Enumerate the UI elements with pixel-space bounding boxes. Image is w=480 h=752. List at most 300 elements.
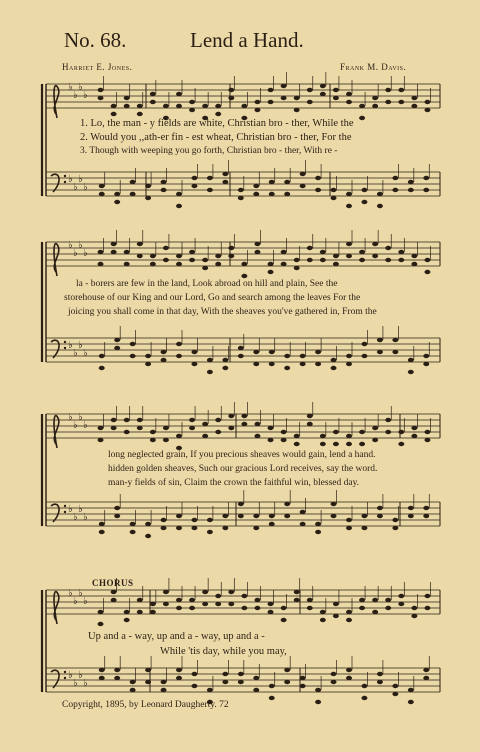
system-3-treble-note <box>202 434 208 438</box>
system-3-flat: ♭ <box>78 504 83 515</box>
system-2-bass-note <box>176 342 182 346</box>
system-4-treble-note <box>150 602 156 606</box>
system-4-bass-note <box>315 688 321 692</box>
system-2-treble-note <box>320 258 326 262</box>
system-2-bass-note <box>423 354 429 358</box>
system-3-treble-note <box>150 430 156 434</box>
system-3-treble-note <box>163 438 169 442</box>
system-2-treble-note <box>228 246 234 250</box>
system-4-treble-note <box>333 614 339 618</box>
system-2-treble-note <box>411 262 417 266</box>
system-4-treble-note <box>424 594 430 598</box>
system-1-bass-note <box>346 192 352 196</box>
system-4-treble-note <box>215 602 221 606</box>
system-2-treble-note <box>372 254 378 258</box>
system-2-treble-note <box>176 254 182 258</box>
system-3-treble-note <box>333 430 339 434</box>
system-3-treble-note <box>189 426 195 430</box>
system-1-bass-note <box>377 192 383 196</box>
system-3-bass-note <box>284 514 290 518</box>
system-1-bass-note <box>346 204 352 208</box>
system-1-bass-note <box>161 180 167 184</box>
system-2-bass-clef <box>51 340 59 358</box>
system-2-flat: ♭ <box>78 340 83 351</box>
system-4-bass-note <box>253 688 259 692</box>
system-2-bass-note <box>331 366 337 370</box>
system-4-flat: ♭ <box>68 588 73 599</box>
system-3-bass-note <box>161 526 167 530</box>
system-3-bass-note <box>222 514 228 518</box>
system-4-bass-dot <box>64 677 66 679</box>
system-1-bass-note <box>315 176 321 180</box>
system-2-flat: ♭ <box>68 340 73 351</box>
system-1-treble-note <box>320 92 326 96</box>
system-1-treble-note <box>424 108 430 112</box>
system-3-bass-note <box>176 526 182 530</box>
system-2-treble-note <box>150 262 156 266</box>
system-4-treble-note <box>228 590 234 594</box>
system-3-bass-clef <box>51 504 59 522</box>
system-1-bass-note <box>392 176 398 180</box>
system-1-flat: ♭ <box>78 82 83 93</box>
system-4-bass-note <box>161 688 167 692</box>
system-2-treble-note <box>215 254 221 258</box>
system-3-bass-note <box>114 514 120 518</box>
system-3-treble-note <box>124 430 130 434</box>
system-1-treble-note <box>137 112 143 116</box>
system-3-treble-note <box>176 434 182 438</box>
system-4-bass-note <box>361 684 367 688</box>
system-4-bass-note <box>300 684 306 688</box>
system-2-treble-note <box>424 270 430 274</box>
system-1-treble-note <box>398 88 404 92</box>
system-1-treble-note <box>424 100 430 104</box>
system-1-bass-note <box>361 188 367 192</box>
system-3-flat: ♭ <box>78 412 83 423</box>
verse-3-line-b: joicing you shall come in that day, With the sheaves you've gathered in, From the <box>68 307 377 317</box>
system-2-bass-note <box>346 362 352 366</box>
system-1-treble-note <box>150 100 156 104</box>
system-3-bass-note <box>377 506 383 510</box>
system-3-bass-note <box>315 522 321 526</box>
system-4-treble-note <box>176 606 182 610</box>
system-2-treble-note <box>333 254 339 258</box>
system-2-treble-note <box>241 262 247 266</box>
system-1-treble-note <box>228 96 234 100</box>
system-1-treble-note <box>307 88 313 92</box>
system-3-bass-dot <box>64 511 66 513</box>
system-4-treble-note <box>124 618 130 622</box>
system-2-treble-note <box>307 246 313 250</box>
system-1-bass-note <box>238 188 244 192</box>
system-2-bass-note <box>161 358 167 362</box>
system-1-bass-note <box>238 196 244 200</box>
system-2-bass-note <box>145 362 151 366</box>
system-4-treble-note <box>202 602 208 606</box>
verse-1-line-a: 1. Lo, the man - y fields are white, Christian bro - ther, While the <box>80 118 354 129</box>
system-2-treble-note <box>307 258 313 262</box>
system-3-bass-note <box>284 502 290 506</box>
system-4-bass-note <box>269 696 275 700</box>
system-1-bass-note <box>207 176 213 180</box>
system-2-bass-note <box>191 350 197 354</box>
system-4-treble-note <box>268 610 274 614</box>
system-4-treble-note <box>215 594 221 598</box>
system-3-bass-note <box>300 510 306 514</box>
system-3-treble-note <box>346 434 352 438</box>
system-2-treble-note <box>215 262 221 266</box>
system-2-treble-note <box>150 254 156 258</box>
system-1-treble-note <box>281 96 287 100</box>
system-3-treble-note <box>241 414 247 418</box>
system-1-flat: ♭ <box>73 182 78 193</box>
system-1-bass-note <box>269 192 275 196</box>
system-4-bass-note <box>331 680 337 684</box>
chorus-bass-lyrics: While 'tis day, while you may, <box>160 646 287 657</box>
system-3-bass-note <box>253 514 259 518</box>
system-2-treble-note <box>385 258 391 262</box>
system-3-bass-note <box>253 526 259 530</box>
system-1-treble-note <box>111 104 117 108</box>
system-4-bass-note <box>253 676 259 680</box>
system-1-treble-note <box>150 92 156 96</box>
system-2-bass-note <box>300 362 306 366</box>
system-2-treble-note <box>294 266 300 270</box>
system-3-treble-note <box>294 434 300 438</box>
system-3-treble-note <box>359 430 365 434</box>
system-2-treble-note <box>98 262 104 266</box>
system-1-treble-note <box>346 100 352 104</box>
system-1-treble-note <box>98 88 104 92</box>
system-4-treble-note <box>281 606 287 610</box>
verse-1-line-b: la - borers are few in the land, Look abroad on hill and plain, See the <box>76 279 338 289</box>
system-1-bass-note <box>315 188 321 192</box>
system-2-treble-note <box>111 250 117 254</box>
system-1-treble-note <box>215 104 221 108</box>
system-3-treble-note <box>124 418 130 422</box>
system-1-bass-note <box>253 192 259 196</box>
system-2-treble-note <box>281 262 287 266</box>
system-3-bass-note <box>99 522 105 526</box>
system-1-bass-note <box>145 196 151 200</box>
system-4-bass-note <box>269 684 275 688</box>
system-3-bass-note <box>331 514 337 518</box>
system-4-bass-note <box>346 676 352 680</box>
system-2-bass-note <box>238 346 244 350</box>
system-3-treble-note <box>359 442 365 446</box>
system-2-treble-note <box>124 250 130 254</box>
system-3-treble-note <box>98 438 104 442</box>
system-2-bass-note <box>114 346 120 350</box>
system-1-treble-note <box>111 112 117 116</box>
system-1-bass-note <box>331 188 337 192</box>
system-3-treble-note <box>281 430 287 434</box>
system-3-bass-note <box>161 518 167 522</box>
system-3-bass-note <box>130 530 136 534</box>
system-1-treble-note <box>202 104 208 108</box>
system-4-bass-note <box>315 700 321 704</box>
system-1-bass-dot <box>64 175 66 177</box>
verse-1-line-c: long neglected grain, If you precious sheaves would gain, lend a hand. <box>108 450 376 460</box>
system-2-flat: ♭ <box>73 348 78 359</box>
system-2-bass-note <box>408 370 414 374</box>
system-1-bass-note <box>300 184 306 188</box>
system-4-treble-note <box>254 606 260 610</box>
system-3-bass-note <box>238 514 244 518</box>
system-2-bass-note <box>99 354 105 358</box>
verse-3-line-a: 3. Though with weeping you go forth, Christian bro - ther, With re - <box>80 146 338 156</box>
system-4-bass-note <box>284 680 290 684</box>
system-1-flat: ♭ <box>78 174 83 185</box>
system-3-treble-note <box>307 414 313 418</box>
system-1-bass-note <box>222 180 228 184</box>
system-1-treble-note <box>333 96 339 100</box>
system-4-bass-note <box>99 676 105 680</box>
system-2-treble-note <box>124 262 130 266</box>
system-1-treble-note <box>124 96 130 100</box>
system-4-treble-note <box>111 598 117 602</box>
system-2-bass-note <box>207 358 213 362</box>
system-3-treble-note <box>137 426 143 430</box>
system-2-bass-note <box>191 362 197 366</box>
system-1-bass-clef <box>51 174 59 192</box>
system-1-bass-note <box>423 176 429 180</box>
system-3-bass-note <box>130 522 136 526</box>
system-2-bass-note <box>315 362 321 366</box>
system-4-bass-note <box>346 668 352 672</box>
verse-2-line-a: 2. Would you ,,ath-er fin - est wheat, Christian bro - ther, For the <box>80 132 352 143</box>
system-2-treble-note <box>176 262 182 266</box>
system-1-treble-note <box>294 108 300 112</box>
system-4-bass-dot <box>64 671 66 673</box>
system-2-treble-note <box>320 250 326 254</box>
system-1-bass-note <box>253 184 259 188</box>
system-3-bass-note <box>423 514 429 518</box>
system-2-bass-note <box>130 354 136 358</box>
system-2-treble-note <box>254 242 260 246</box>
system-4-bass-note <box>176 676 182 680</box>
system-3-treble-note <box>189 418 195 422</box>
system-4-bass-note <box>238 680 244 684</box>
system-1-treble-note <box>254 100 260 104</box>
system-3-flat: ♭ <box>83 512 88 523</box>
system-1-bass-note <box>284 192 290 196</box>
system-1-bass-note <box>269 180 275 184</box>
system-2-bass-note <box>392 350 398 354</box>
system-4-bass-note <box>114 676 120 680</box>
system-2-treble-note <box>346 254 352 258</box>
system-2-treble-note <box>202 258 208 262</box>
system-2-treble-note <box>398 250 404 254</box>
system-4-bass-note <box>331 672 337 676</box>
system-4-bass-note <box>176 668 182 672</box>
system-4-bass-note <box>238 672 244 676</box>
system-2-treble-note <box>163 258 169 262</box>
system-4-treble-note <box>268 602 274 606</box>
system-1-flat: ♭ <box>68 82 73 93</box>
system-1-bass-note <box>408 180 414 184</box>
system-1-treble-note <box>359 104 365 108</box>
system-2-treble-note <box>411 254 417 258</box>
system-4-treble-note <box>346 610 352 614</box>
system-4-treble-note <box>294 598 300 602</box>
system-2-treble-note <box>359 250 365 254</box>
system-2-treble-note <box>333 262 339 266</box>
system-3-treble-note <box>294 442 300 446</box>
system-4-treble-note <box>98 622 104 626</box>
system-2-bass-note <box>300 354 306 358</box>
system-1-bass-note <box>361 200 367 204</box>
system-3-bass-note <box>269 514 275 518</box>
system-2-treble-note <box>228 254 234 258</box>
system-4-treble-note <box>241 594 247 598</box>
system-3-treble-note <box>268 438 274 442</box>
system-4-treble-note <box>424 606 430 610</box>
system-1-bass-note <box>114 200 120 204</box>
system-2-treble-note <box>241 274 247 278</box>
system-3-treble-note <box>98 426 104 430</box>
system-4-treble-note <box>333 602 339 606</box>
system-3-treble-note <box>281 438 287 442</box>
system-2-treble-note <box>385 246 391 250</box>
system-4-treble-note <box>346 618 352 622</box>
system-2-flat: ♭ <box>73 248 78 259</box>
system-4-bass-note <box>361 696 367 700</box>
system-4-bass-note <box>284 668 290 672</box>
system-2-treble-note <box>268 262 274 266</box>
system-3-treble-note <box>398 442 404 446</box>
system-4-treble-note <box>359 606 365 610</box>
system-1-flat: ♭ <box>68 174 73 185</box>
system-1-treble-note <box>228 88 234 92</box>
system-3-bass-note <box>222 526 228 530</box>
system-4-treble-note <box>189 606 195 610</box>
system-1-bass-note <box>331 196 337 200</box>
system-4-treble-note <box>294 590 300 594</box>
system-2-bass-note <box>361 342 367 346</box>
system-3-treble-note <box>111 418 117 422</box>
system-3-bass-dot <box>64 505 66 507</box>
system-4-treble-note <box>398 594 404 598</box>
system-4-treble-note <box>137 610 143 614</box>
system-2-bass-note <box>222 358 228 362</box>
system-3-flat: ♭ <box>73 420 78 431</box>
system-4-bass-note <box>300 676 306 680</box>
system-2-treble-note <box>202 266 208 270</box>
system-4-treble-note <box>189 598 195 602</box>
system-1-treble-note <box>98 96 104 100</box>
system-1-bass-note <box>191 184 197 188</box>
system-1-treble-note <box>124 104 130 108</box>
system-1-treble-note <box>359 116 365 120</box>
system-2-bass-note <box>99 366 105 370</box>
system-2-bass-note <box>145 354 151 358</box>
system-1-treble-note <box>333 88 339 92</box>
hymn-title: Lend a Hand. <box>190 28 304 52</box>
system-4-bass-note <box>377 680 383 684</box>
system-3-treble-note <box>268 426 274 430</box>
system-2-bass-note <box>315 350 321 354</box>
system-3-bass-note <box>361 514 367 518</box>
system-3-bass-note <box>408 514 414 518</box>
system-1-treble-note <box>189 108 195 112</box>
system-3-bass-note <box>145 534 151 538</box>
system-2-bass-note <box>176 354 182 358</box>
system-1-flat: ♭ <box>83 90 88 101</box>
system-3-treble-note <box>307 422 313 426</box>
system-3-treble-note <box>320 434 326 438</box>
system-1-treble-note <box>346 92 352 96</box>
system-3-flat: ♭ <box>68 412 73 423</box>
system-3-bass-note <box>114 506 120 510</box>
system-4-bass-note <box>377 672 383 676</box>
system-1-treble-note <box>385 100 391 104</box>
system-3-treble-note <box>398 430 404 434</box>
system-2-flat: ♭ <box>83 248 88 259</box>
system-1-bass-note <box>99 184 105 188</box>
system-3-bass-note <box>238 502 244 506</box>
system-1-treble-note <box>215 112 221 116</box>
system-1-bass-note <box>207 188 213 192</box>
system-4-bass-note <box>392 684 398 688</box>
system-3-bass-note <box>423 506 429 510</box>
system-2-bass-note <box>423 362 429 366</box>
system-3-flat: ♭ <box>73 512 78 523</box>
composer-credit: Frank M. Davis. <box>340 62 407 72</box>
system-2-flat: ♭ <box>68 240 73 251</box>
system-2-bass-note <box>253 350 259 354</box>
system-4-treble-note <box>176 598 182 602</box>
system-2-treble-note <box>137 254 143 258</box>
system-3-treble-note <box>411 426 417 430</box>
system-2-treble-note <box>111 242 117 246</box>
system-3-treble-note <box>385 430 391 434</box>
system-4-treble-note <box>385 606 391 610</box>
system-4-bass-note <box>145 668 151 672</box>
system-2-bass-note <box>253 362 259 366</box>
system-2-treble-note <box>137 242 143 246</box>
system-2-bass-note <box>361 354 367 358</box>
system-4-bass-note <box>207 688 213 692</box>
system-4-treble-note <box>124 610 130 614</box>
system-2-bass-note <box>346 354 352 358</box>
system-4-treble-note <box>398 602 404 606</box>
system-1-bass-note <box>392 188 398 192</box>
system-2-bass-note <box>161 350 167 354</box>
system-3-treble-note <box>215 418 221 422</box>
system-3-treble-note <box>228 414 234 418</box>
system-3-bass-note <box>392 518 398 522</box>
system-3-treble-note <box>150 438 156 442</box>
system-3-flat: ♭ <box>83 420 88 431</box>
system-4-flat: ♭ <box>78 670 83 681</box>
verse-2-line-b: storehouse of our King and our Lord, Go and search among the leaves For the <box>64 293 361 303</box>
system-3-treble-note <box>254 422 260 426</box>
system-3-bass-note <box>145 522 151 526</box>
system-3-treble-note <box>372 426 378 430</box>
copyright-notice: Copyright, 1895, by Leonard Daugherty. 72 <box>62 700 229 710</box>
hymn-number: No. 68. <box>64 28 127 52</box>
system-4-treble-note <box>320 610 326 614</box>
system-4-treble-note <box>307 606 313 610</box>
system-4-bass-note <box>114 668 120 672</box>
system-1-bass-note <box>176 192 182 196</box>
system-3-treble-note <box>111 426 117 430</box>
system-2-treble-note <box>372 242 378 246</box>
system-1-treble-note <box>385 88 391 92</box>
system-2-bass-note <box>392 338 398 342</box>
system-2-bass-note <box>284 354 290 358</box>
